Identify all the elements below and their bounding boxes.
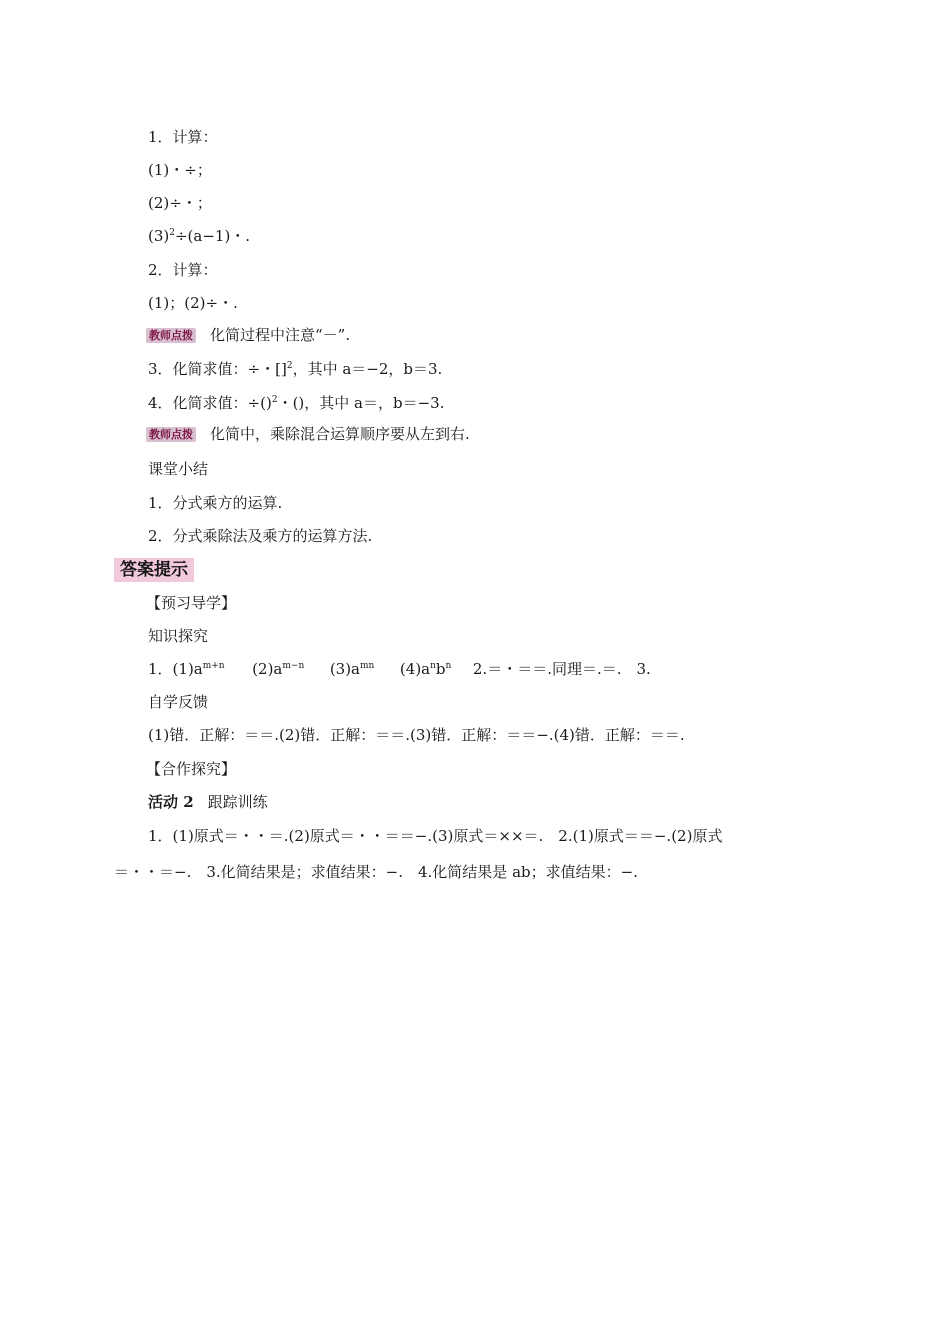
exercise-1-part-3-b: ÷(a−1)・. <box>174 227 251 245</box>
exercise-1-part-2: (2)÷・； <box>148 194 212 212</box>
teacher-tip-badge: 教师点拨 <box>146 328 196 343</box>
knowledge-answer-4-b: b <box>435 660 446 678</box>
exercise-2-items: (1)；(2)÷・. <box>148 294 238 312</box>
knowledge-answer-1-sup: m+n <box>202 661 225 671</box>
exercise-1-part-3 <box>148 226 250 246</box>
knowledge-answer-4: (4)a <box>399 660 431 678</box>
activity-answers-line-1: 1．(1)原式＝・・＝.(2)原式＝・・＝＝−.(3)原式＝××＝. 2.(1)原式＝＝−.(2)原式 <box>148 827 723 845</box>
exercise-1-part-1: (1)・÷； <box>148 161 212 179</box>
summary-item-1: 1．分式乘方的运算. <box>148 494 283 512</box>
summary-item-2: 2．分式乘除法及乘方的运算方法. <box>148 527 373 545</box>
knowledge-answer-2-sup: m−n <box>282 661 305 671</box>
knowledge-answer-3-sup: mn <box>360 661 375 671</box>
exercise-4-b: ・()，其中 a＝，b＝−3. <box>277 394 445 412</box>
summary-title: 课堂小结 <box>148 460 209 478</box>
feedback-section-title: 自学反馈 <box>148 693 209 711</box>
knowledge-answer-3: (3)a <box>329 660 361 678</box>
knowledge-answer-4-sup-b: n <box>445 661 452 671</box>
activity-2-heading <box>148 792 268 812</box>
cooperation-section-title: 【合作探究】 <box>146 760 237 778</box>
knowledge-answers <box>148 659 651 679</box>
knowledge-answer-4-sup-a: n <box>430 661 436 671</box>
exercise-3-b: ，其中 a＝−2，b＝3. <box>292 360 443 378</box>
teacher-tip-badge: 教师点拨 <box>146 427 196 442</box>
exercise-2-title: 2．计算： <box>148 261 218 279</box>
teacher-tip-1-text: 化简过程中注意“－”. <box>210 326 351 344</box>
knowledge-section-title: 知识探究 <box>148 627 209 645</box>
answer-hints-header: 答案提示 <box>114 558 194 582</box>
exercise-4-sup: 2 <box>271 395 278 405</box>
feedback-answers: (1)错．正解：＝＝.(2)错．正解：＝＝.(3)错．正解：＝＝−.(4)错．正解：＝＝. <box>148 726 685 744</box>
teacher-tip-2-text: 化简中，乘除混合运算顺序要从左到右. <box>210 425 470 443</box>
activity-answers-line-2: ＝・・＝−. 3.化简结果是；求值结果：−. 4.化简结果是 ab；求值结果：−. <box>114 863 638 881</box>
preview-section-title: 【预习导学】 <box>146 594 237 612</box>
activity-2-title: 跟踪训练 <box>207 793 268 811</box>
exercise-1-title: 1．计算： <box>148 128 218 146</box>
exercise-1-part-3-sup: 2 <box>169 228 175 238</box>
teacher-tip-1 <box>146 325 350 345</box>
knowledge-answer-2: (2)a <box>252 660 283 678</box>
exercise-3-sup: 2 <box>286 361 293 371</box>
exercise-4 <box>148 393 444 413</box>
exercise-1-part-3-a: (3) <box>148 227 170 245</box>
knowledge-answer-rest: 2.＝・＝＝.同理＝.＝. 3. <box>472 660 651 678</box>
exercise-4-a: 4．化简求值：÷() <box>148 394 272 412</box>
activity-2-label: 活动 2 <box>148 793 194 811</box>
knowledge-answer-1: 1．(1)a <box>148 660 203 678</box>
exercise-3 <box>148 359 442 379</box>
teacher-tip-2 <box>146 424 470 444</box>
exercise-3-a: 3．化简求值：÷・[] <box>148 360 287 378</box>
